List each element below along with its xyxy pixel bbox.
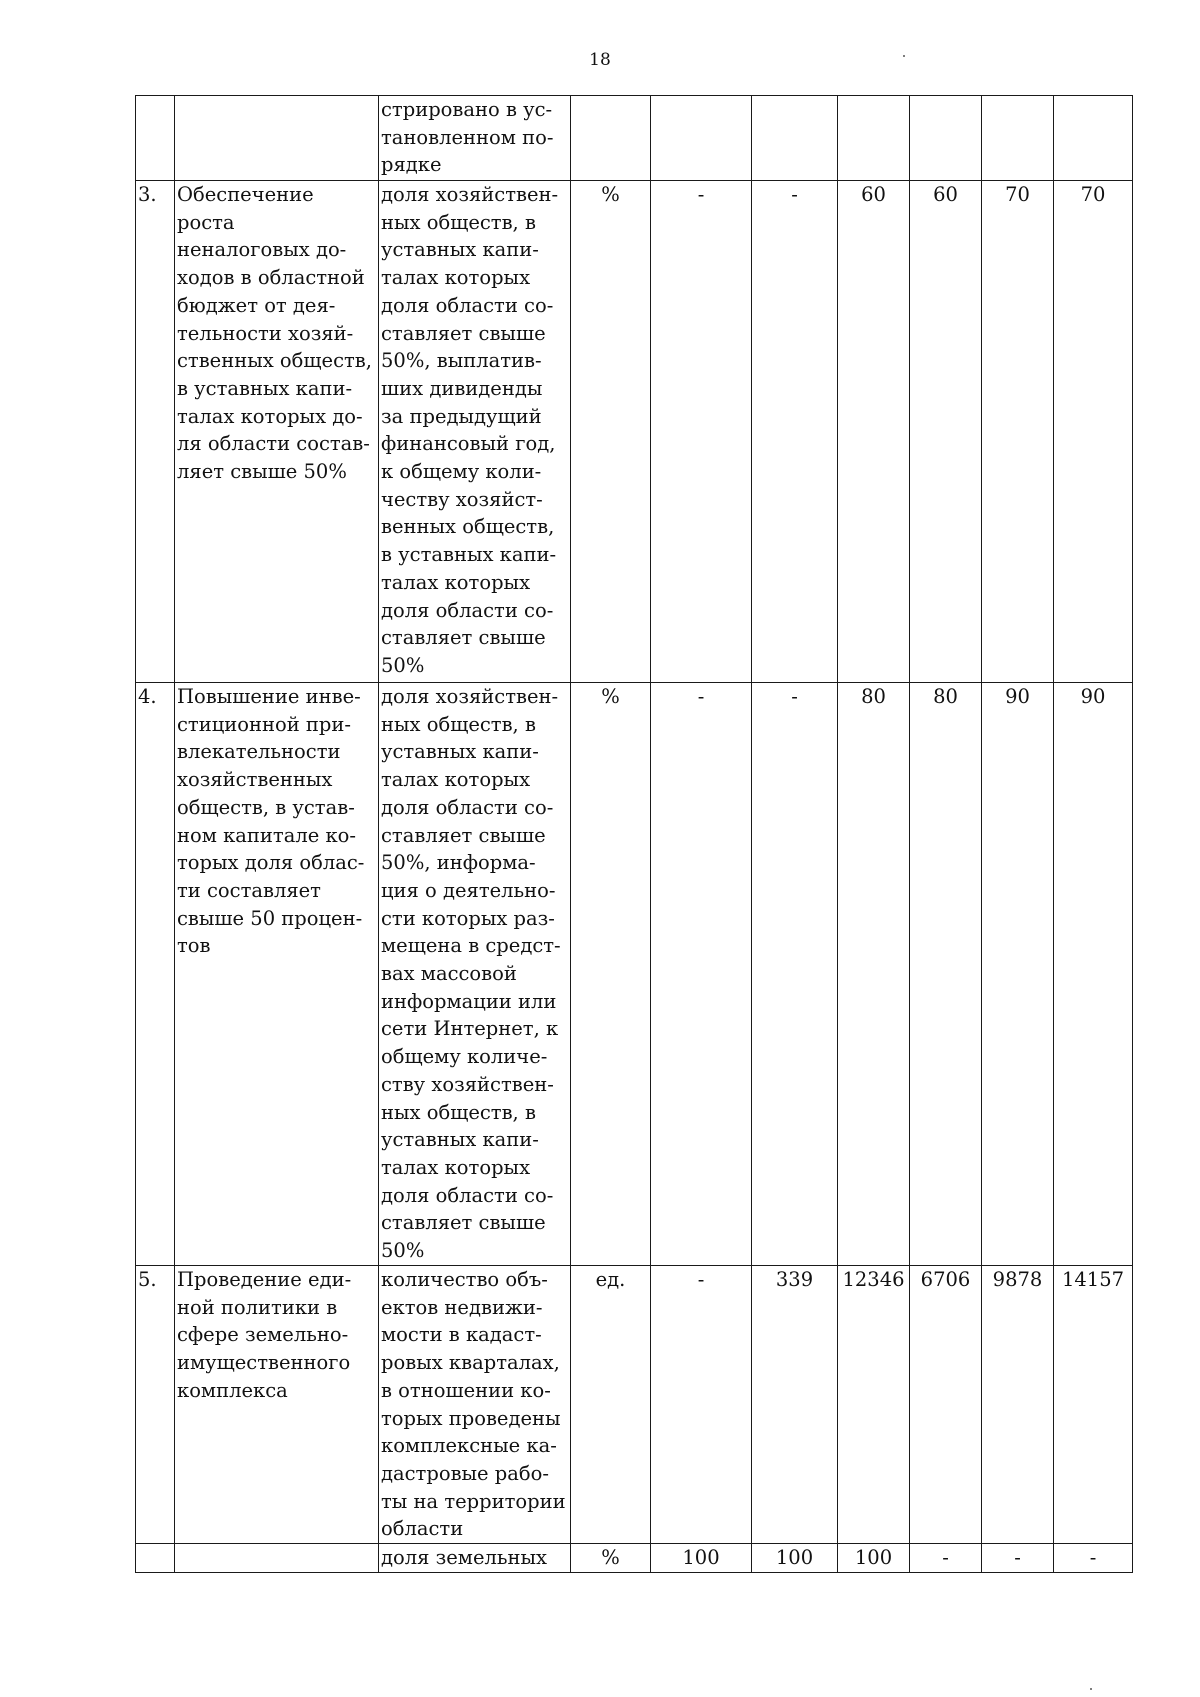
unit-cell: %: [571, 1544, 651, 1573]
table-row: [136, 1544, 1133, 1573]
indicators-table: [135, 95, 1133, 1573]
value-cell: 339: [752, 1266, 838, 1544]
value-cell: [838, 96, 910, 181]
goal-cell: [175, 96, 379, 181]
value-cell: 12346: [838, 1266, 910, 1544]
row-number: 5.: [136, 1266, 175, 1544]
unit-cell: %: [571, 181, 651, 683]
value-cell: 80: [910, 683, 982, 1266]
value-cell: [651, 96, 752, 181]
value-cell: 14157: [1054, 1266, 1133, 1544]
value-cell: 100: [752, 1544, 838, 1573]
indicator-cell: доля земельных: [379, 1544, 571, 1573]
value-cell: 6706: [910, 1266, 982, 1544]
value-cell: 60: [838, 181, 910, 683]
value-cell: 70: [982, 181, 1054, 683]
table-row: [136, 683, 1133, 1266]
unit-cell: %: [571, 683, 651, 1266]
value-cell: 80: [838, 683, 910, 1266]
goal-cell: [175, 1544, 379, 1573]
value-cell: -: [752, 683, 838, 1266]
value-cell: -: [1054, 1544, 1133, 1573]
value-cell: -: [651, 181, 752, 683]
scan-speck: [1090, 1688, 1092, 1690]
table-row: [136, 1266, 1133, 1544]
indicator-cell: доля хозяйствен- ных обществ, в уставных капи- талах которых доля области со- ставляет свыше 50%, информа- ция о деятельно- сти которых раз- мещена в средст- вах массовой информации или сети Интернет, к общему количе- ству хозяйствен- ных обществ, в уставных капи- талах которых доля области со- ставляет свыше 50%: [379, 683, 571, 1266]
row-number: [136, 1544, 175, 1573]
value-cell: [752, 96, 838, 181]
goal-cell: Обеспечение роста неналоговых до- ходов в областной бюджет от дея- тельности хозяй- ственных обществ, в уставных капи- талах которых до- ля области состав- ляет свыше 50%: [175, 181, 379, 683]
value-cell: -: [982, 1544, 1054, 1573]
value-cell: 70: [1054, 181, 1133, 683]
value-cell: 9878: [982, 1266, 1054, 1544]
page-number: 18: [589, 50, 611, 70]
value-cell: [910, 96, 982, 181]
indicator-cell: количество объ- ектов недвижи- мости в кадаст- ровых кварталах, в отношении ко- торых проведены комплексные ка- дастровые рабо- ты на территории области: [379, 1266, 571, 1544]
goal-cell: Повышение инве- стиционной при- влекательности хозяйственных обществ, в устав- ном капитале ко- торых доля облас- ти составляет свыше 50 процен- тов: [175, 683, 379, 1266]
row-number: [136, 96, 175, 181]
row-number: 3.: [136, 181, 175, 683]
value-cell: -: [752, 181, 838, 683]
value-cell: -: [910, 1544, 982, 1573]
unit-cell: [571, 96, 651, 181]
indicator-cell: доля хозяйствен- ных обществ, в уставных капи- талах которых доля области со- ставляет свыше 50%, выплатив- ших дивиденды за предыдущий финансовый год, к общему коли- честву хозяйст- венных обществ, в уставных капи- талах которых доля области со- ставляет свыше 50%: [379, 181, 571, 683]
table-row: [136, 96, 1133, 181]
value-cell: [982, 96, 1054, 181]
goal-cell: Проведение еди- ной политики в сфере земельно- имущественного комплекса: [175, 1266, 379, 1544]
value-cell: -: [651, 683, 752, 1266]
indicator-cell: стрировано в ус- тановленном по- рядке: [379, 96, 571, 181]
value-cell: 60: [910, 181, 982, 683]
unit-cell: ед.: [571, 1266, 651, 1544]
scan-speck: [903, 55, 905, 57]
row-number: 4.: [136, 683, 175, 1266]
value-cell: 90: [1054, 683, 1133, 1266]
value-cell: [1054, 96, 1133, 181]
value-cell: -: [651, 1266, 752, 1544]
value-cell: 90: [982, 683, 1054, 1266]
value-cell: 100: [838, 1544, 910, 1573]
value-cell: 100: [651, 1544, 752, 1573]
table-row: [136, 181, 1133, 683]
